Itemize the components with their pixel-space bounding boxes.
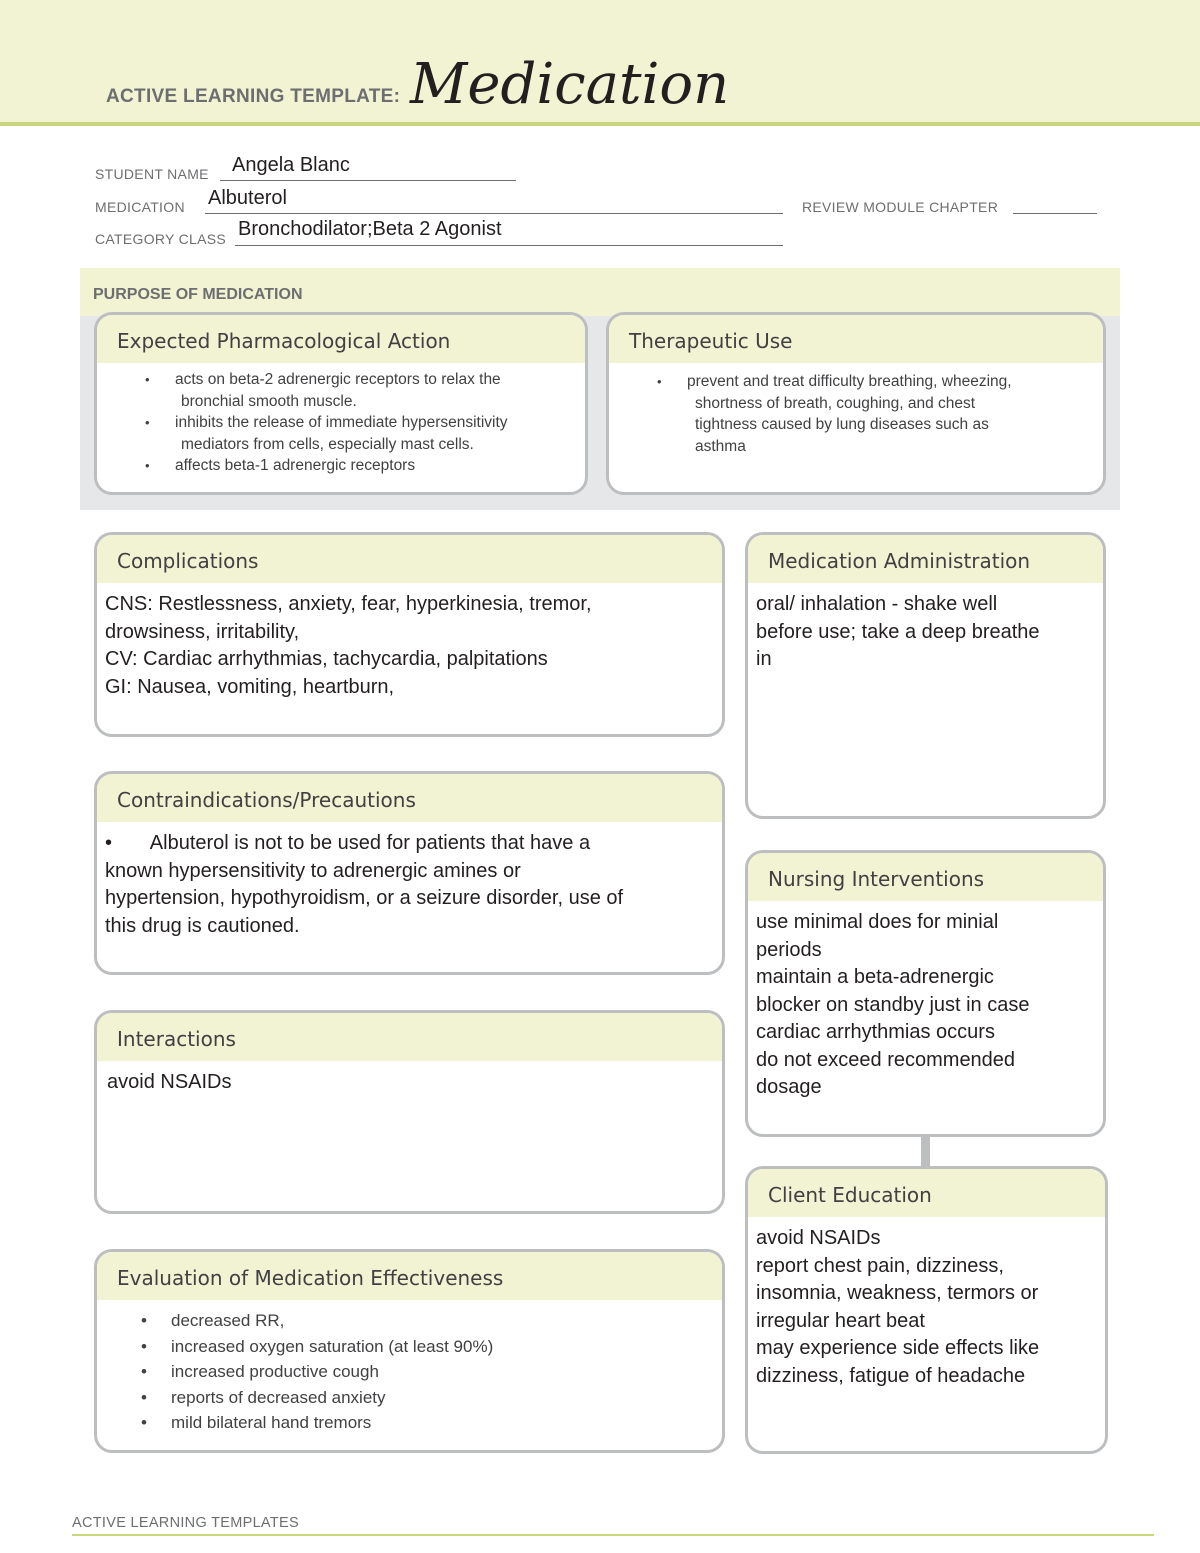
text-line: dizziness, fatigue of headache [756, 1364, 1026, 1387]
list-item: • affects beta-1 adrenergic receptors [97, 455, 585, 477]
expected-action-box [94, 312, 588, 495]
medication-label: MEDICATION [95, 199, 185, 215]
category-class-field[interactable]: Bronchodilator;Beta 2 Agonist [238, 218, 502, 240]
connector-bar [921, 1136, 930, 1166]
contraindications-text[interactable] [97, 824, 722, 940]
therapeutic-use-list [609, 365, 1103, 457]
text-line: CNS: Restlessness, anxiety, fear, hyperkinesia, tremor, [105, 593, 592, 615]
student-name-field[interactable]: Angela Blanc [232, 154, 350, 176]
interactions-title: Interactions [97, 1013, 722, 1063]
list-item: • increased productive cough [97, 1359, 722, 1385]
text-line: in [756, 648, 772, 670]
contraindications-title: Contraindications/Precautions [97, 774, 722, 824]
list-item: • acts on beta-2 adrenergic receptors to relax the [97, 369, 585, 391]
header-rule [0, 122, 1200, 126]
footer-rule [72, 1534, 1154, 1536]
expected-action-title: Expected Pharmacological Action [97, 315, 585, 365]
category-class-line [235, 245, 783, 246]
complications-box [94, 532, 725, 737]
template-label: ACTIVE LEARNING TEMPLATE: [106, 86, 401, 107]
review-module-label: REVIEW MODULE CHAPTER [802, 199, 999, 215]
text-line: maintain a beta-adrenergic [756, 966, 994, 988]
complications-title: Complications [97, 535, 722, 585]
text-line: use minimal does for minial [756, 911, 999, 933]
medication-field[interactable]: Albuterol [208, 187, 287, 209]
nursing-interventions-text[interactable] [748, 903, 1103, 1102]
text-line: insomnia, weakness, termors or [756, 1282, 1039, 1304]
therapeutic-use-box [606, 312, 1106, 495]
text-line: avoid NSAIDs [107, 1071, 232, 1093]
medication-administration-text[interactable] [748, 585, 1103, 674]
text-line: drowsiness, irritability, [105, 620, 300, 643]
text-line: hypertension, hypothyroidism, or a seizure disorder, use of [105, 887, 624, 909]
text-line: periods [756, 938, 822, 961]
medication-administration-box [745, 532, 1106, 819]
text-line: • Albuterol is not to be used for patients that have a [105, 832, 591, 854]
evaluation-title: Evaluation of Medication Effectiveness [97, 1252, 722, 1302]
client-education-title: Client Education [748, 1169, 1105, 1219]
nursing-interventions-box [745, 850, 1106, 1137]
evaluation-list[interactable] [97, 1302, 722, 1436]
footer-label: ACTIVE LEARNING TEMPLATES [72, 1515, 299, 1531]
text-line: this drug is cautioned. [105, 914, 300, 937]
client-education-box [745, 1166, 1108, 1454]
page-title: Medication [410, 52, 730, 117]
list-item-continued: shortness of breath, coughing, and chest [695, 394, 976, 412]
expected-action-list [97, 365, 585, 477]
text-line: CV: Cardiac arrhythmias, tachycardia, palpitations [105, 648, 548, 670]
nursing-interventions-title: Nursing Interventions [748, 853, 1103, 903]
text-line: blocker on standby just in case [756, 993, 1030, 1016]
text-line: oral/ inhalation - shake well [756, 593, 998, 615]
list-item: • increased oxygen saturation (at least 90%) [97, 1334, 722, 1360]
text-line: may experience side effects like [756, 1337, 1040, 1359]
medication-line [205, 213, 783, 214]
text-line: report chest pain, dizziness, [756, 1254, 1004, 1277]
review-module-field[interactable] [1013, 213, 1097, 214]
list-item: • reports of decreased anxiety [97, 1385, 722, 1411]
contraindications-box [94, 771, 725, 975]
student-name-label: STUDENT NAME [95, 166, 209, 182]
medication-administration-title: Medication Administration [748, 535, 1103, 585]
evaluation-box [94, 1249, 725, 1453]
text-line: irregular heart beat [756, 1309, 925, 1332]
list-item-continued: bronchial smooth muscle. [181, 392, 357, 410]
list-item-continued: mediators from cells, especially mast cells. [181, 435, 474, 453]
text-line: GI: Nausea, vomiting, heartburn, [105, 675, 395, 698]
list-item: • mild bilateral hand tremors [97, 1410, 722, 1436]
list-item: • decreased RR, [97, 1308, 722, 1334]
list-item: • inhibits the release of immediate hypersensitivity [97, 412, 585, 434]
student-name-line [220, 180, 516, 181]
text-line: do not exceed recommended [756, 1048, 1016, 1071]
client-education-text[interactable] [748, 1219, 1105, 1390]
text-line: before use; take a deep breathe [756, 620, 1040, 643]
list-item-continued: asthma [695, 437, 746, 455]
therapeutic-use-title: Therapeutic Use [609, 315, 1103, 365]
complications-text[interactable] [97, 585, 722, 701]
text-line: dosage [756, 1076, 822, 1098]
interactions-text[interactable] [97, 1063, 722, 1097]
text-line: cardiac arrhythmias occurs [756, 1021, 995, 1043]
list-item: • prevent and treat difficulty breathing, wheezing, [609, 371, 1103, 393]
interactions-box [94, 1010, 725, 1214]
category-class-label: CATEGORY CLASS [95, 231, 227, 247]
purpose-section-label: PURPOSE OF MEDICATION [93, 286, 303, 303]
text-line: known hypersensitivity to adrenergic amines or [105, 859, 521, 882]
text-line: avoid NSAIDs [756, 1227, 881, 1249]
list-item-continued: tightness caused by lung diseases such as [695, 416, 989, 433]
